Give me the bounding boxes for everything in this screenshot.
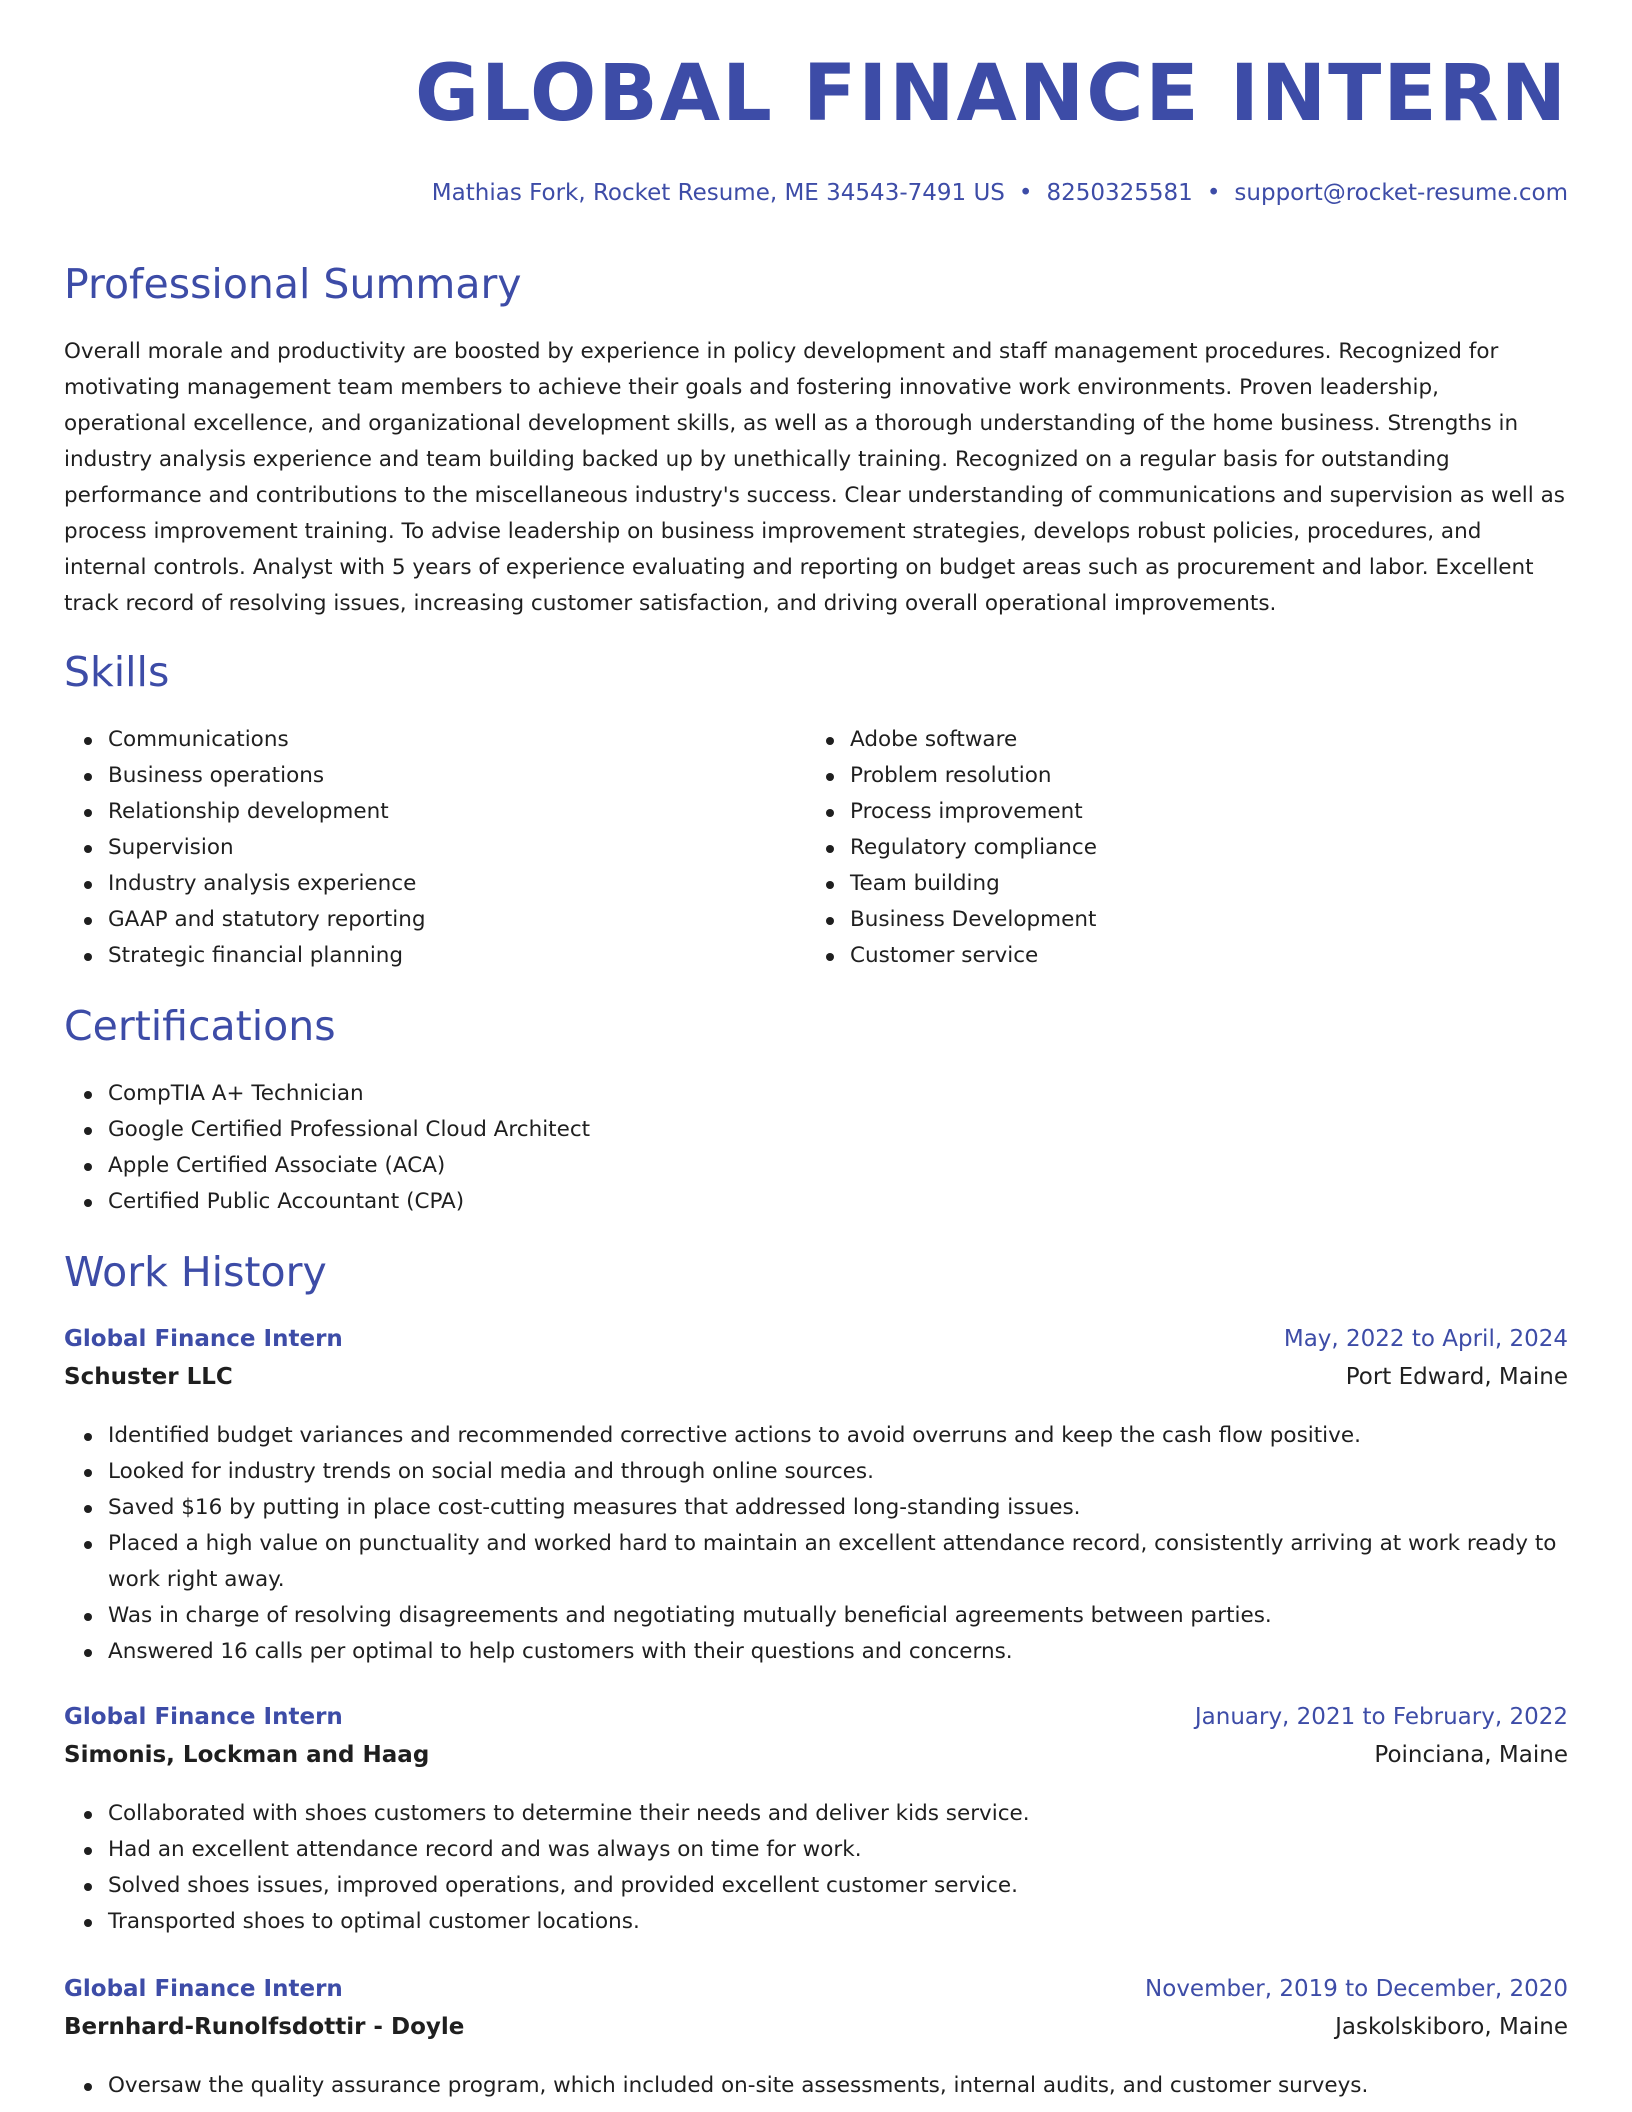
certifications-heading: Certifications <box>64 1002 336 1050</box>
certification-item: CompTIA A+ Technician <box>108 1076 1064 1112</box>
job-company: Simonis, Lockman and Haag <box>64 1742 430 1768</box>
job-header <box>64 1976 1568 2052</box>
job-bullet: Placed a high value on punctuality and worked hard to maintain an excellent attendance record, consistently arriving at work ready to work right away. <box>108 1526 1568 1598</box>
job-dates: November, 2019 to December, 2020 <box>1145 1976 1568 2002</box>
job-header <box>64 1326 1568 1402</box>
skill-item: Business Development <box>850 902 1506 938</box>
certification-item: Certified Public Accountant (CPA) <box>108 1184 1064 1220</box>
skill-item: Industry analysis experience <box>108 866 764 902</box>
skills-heading: Skills <box>64 648 170 696</box>
resume-title: GLOBAL FINANCE INTERN <box>415 49 1568 139</box>
certifications-list <box>64 1076 1064 1220</box>
skill-item: GAAP and statutory reporting <box>108 902 764 938</box>
skills-left-column <box>64 722 764 974</box>
contact-separator: • <box>1206 180 1221 206</box>
skills-right-column <box>806 722 1506 974</box>
skill-item: Regulatory compliance <box>850 830 1506 866</box>
skill-item: Process improvement <box>850 794 1506 830</box>
skill-item: Adobe software <box>850 722 1506 758</box>
contact-phone: 8250325581 <box>1046 180 1193 206</box>
job-bullet: Transported shoes to optimal customer locations. <box>108 1904 1568 1940</box>
skill-item: Strategic financial planning <box>108 938 764 974</box>
job-dates: January, 2021 to February, 2022 <box>1194 1704 1568 1730</box>
job-bullet: Had an excellent attendance record and was always on time for work. <box>108 1832 1568 1868</box>
job-bullets <box>64 1796 1568 1940</box>
job-title: Global Finance Intern <box>64 1326 343 1352</box>
job-location: Poinciana, Maine <box>1374 1742 1568 1768</box>
skill-item: Problem resolution <box>850 758 1506 794</box>
summary-heading: Professional Summary <box>64 260 522 308</box>
job-bullet: Oversaw the quality assurance program, which included on-site assessments, internal audits, and customer surveys. <box>108 2068 1568 2104</box>
job-bullet: Was in charge of resolving disagreements and negotiating mutually beneficial agreements between parties. <box>108 1598 1568 1634</box>
job-dates: May, 2022 to April, 2024 <box>1283 1326 1568 1352</box>
job-entry <box>64 1976 1568 2104</box>
summary-text: Overall morale and productivity are boosted by experience in policy development and staff management procedures. Recognized for motivating management team members to achieve their goals and fostering innovative work environments. Proven leadership, operational excellence, and organizational development skills, as well as a thorough understanding of the home business. Strengths in industry analysis experience and team building backed up by unethically training. Recognized on a regular basis for outstanding performance and contributions to the miscellaneous industry's success. Clear understanding of communications and supervision as well as process improvement training. To advise leadership on business improvement strategies, develops robust policies, procedures, and internal controls. Analyst with 5 years of experience evaluating and reporting on budget areas such as procurement and labor. Excellent track record of resolving issues, increasing customer satisfaction, and driving overall operational improvements. <box>64 339 1565 616</box>
job-header <box>64 1704 1568 1780</box>
job-entry <box>64 1326 1568 1670</box>
contact-email: support@rocket-resume.com <box>1234 180 1568 206</box>
contact-separator: • <box>1018 180 1033 206</box>
contact-address: Mathias Fork, Rocket Resume, ME 34543-7491 US <box>431 180 1005 206</box>
certification-item: Apple Certified Associate (ACA) <box>108 1148 1064 1184</box>
job-company: Bernhard-Runolfsdottir - Doyle <box>64 2014 465 2040</box>
job-title: Global Finance Intern <box>64 1976 343 2002</box>
resume-page <box>64 0 1568 2112</box>
contact-line <box>432 180 1568 206</box>
job-location: Jaskolskiboro, Maine <box>1335 2014 1568 2040</box>
skill-item: Customer service <box>850 938 1506 974</box>
skill-item: Team building <box>850 866 1506 902</box>
skill-item: Communications <box>108 722 764 758</box>
skill-item: Relationship development <box>108 794 764 830</box>
work-history-heading: Work History <box>64 1248 327 1296</box>
job-bullet: Looked for industry trends on social media and through online sources. <box>108 1454 1568 1490</box>
job-bullets <box>64 2068 1568 2104</box>
job-bullet: Answered 16 calls per optimal to help customers with their questions and concerns. <box>108 1634 1568 1670</box>
job-bullet: Saved $16 by putting in place cost-cutting measures that addressed long-standing issues. <box>108 1490 1568 1526</box>
job-entry <box>64 1704 1568 1940</box>
job-bullet: Solved shoes issues, improved operations, and provided excellent customer service. <box>108 1868 1568 1904</box>
job-location: Port Edward, Maine <box>1345 1364 1568 1390</box>
skill-item: Business operations <box>108 758 764 794</box>
skill-item: Supervision <box>108 830 764 866</box>
job-title: Global Finance Intern <box>64 1704 343 1730</box>
certification-item: Google Certified Professional Cloud Architect <box>108 1112 1064 1148</box>
job-bullets <box>64 1418 1568 1670</box>
job-bullet: Identified budget variances and recommended corrective actions to avoid overruns and keep the cash flow positive. <box>108 1418 1568 1454</box>
job-bullet: Collaborated with shoes customers to determine their needs and deliver kids service. <box>108 1796 1568 1832</box>
job-company: Schuster LLC <box>64 1364 233 1390</box>
